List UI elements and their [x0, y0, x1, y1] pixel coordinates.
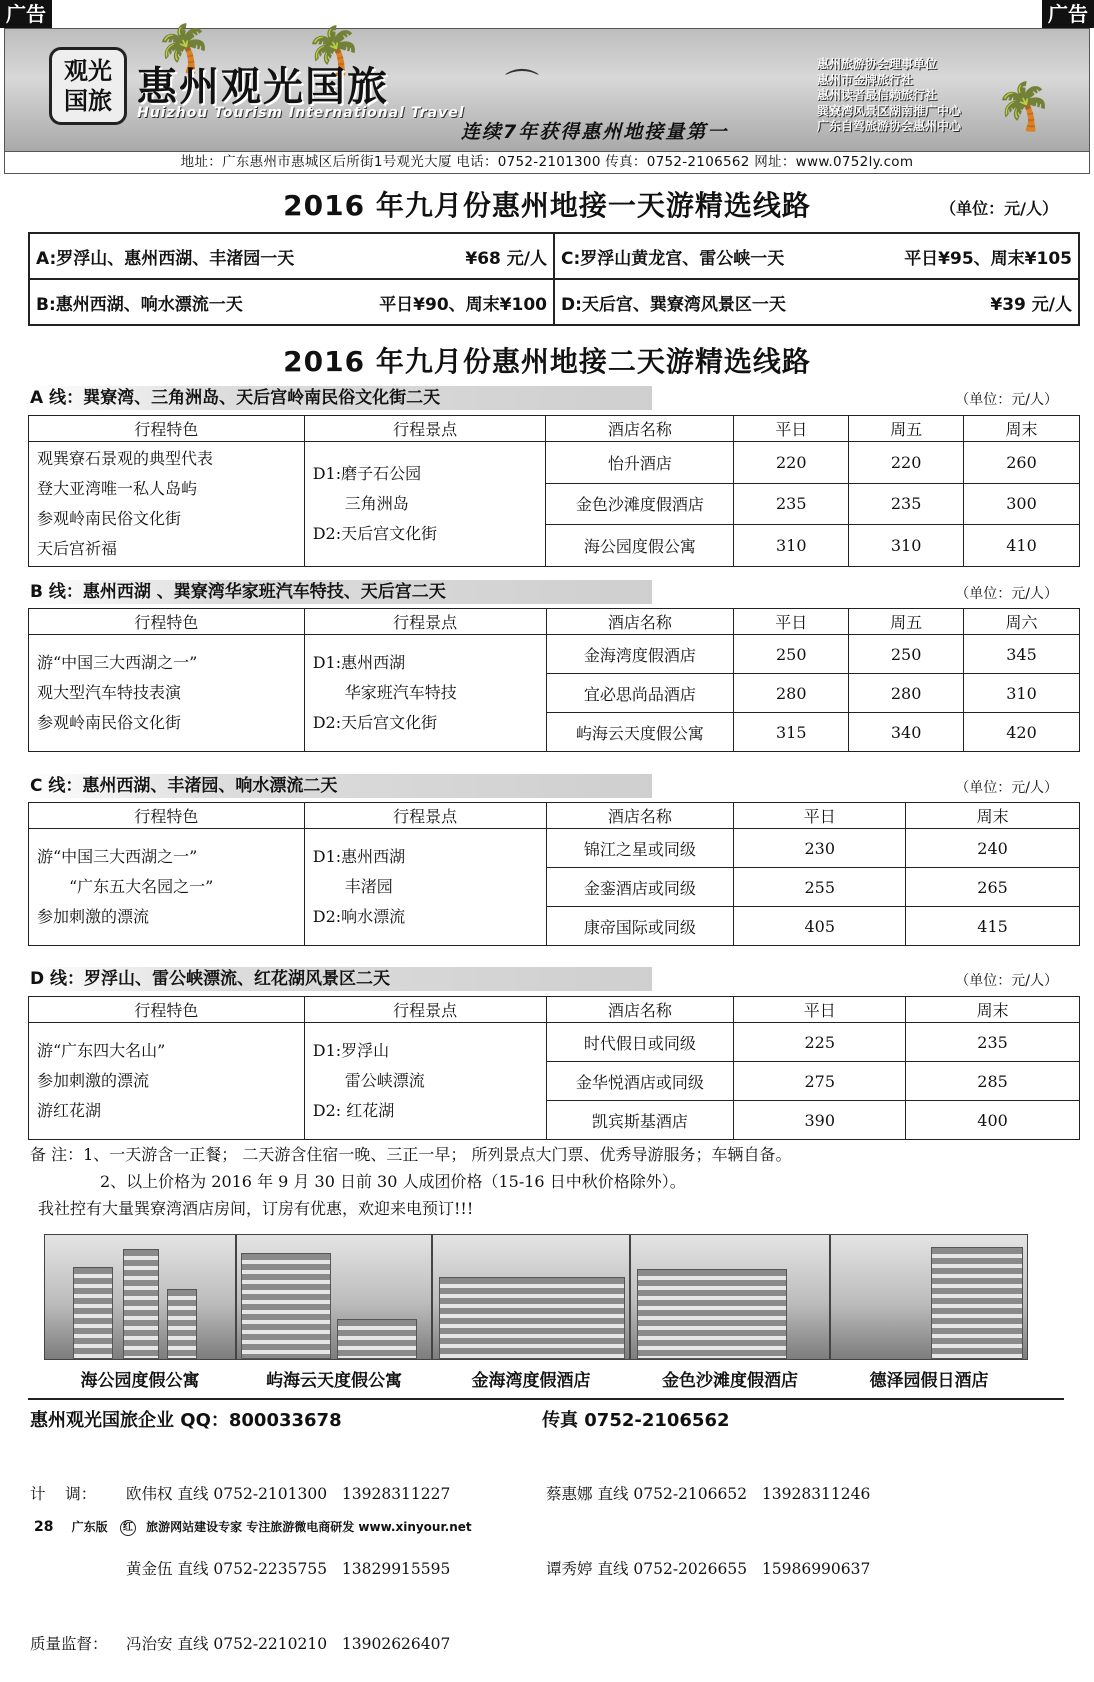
line-b-header: B 线：惠州西湖 、巽寮湾华家班汽车特技、天后宫二天	[28, 580, 652, 604]
route-d: D:天后宫、巽寮湾风景区一天 ¥39 元/人	[554, 279, 1079, 325]
hotel-photo-strip	[44, 1234, 1028, 1394]
ad-label-left: 广告	[0, 0, 52, 28]
page-number: 28	[34, 1519, 54, 1535]
notes	[30, 1141, 791, 1222]
line-b-unit: （单位：元/人）	[955, 586, 1058, 602]
photo-caption: 德泽园假日酒店	[869, 1371, 989, 1391]
line-d-header: D 线：罗浮山、雷公峡漂流、红花湖风景区二天	[28, 967, 652, 991]
contact-list-left	[30, 1432, 450, 1682]
hotel-name: 怡升酒店	[546, 442, 734, 484]
hotel-photo	[630, 1234, 830, 1360]
line-d-features: 游“广东四大名山” 参加刺激的漂流 游红花湖	[29, 1023, 305, 1140]
line-a-spots: D1:磨子石公园 三角洲岛 D2:天后宫文化街	[304, 442, 546, 567]
edition-label: 广东版	[71, 1520, 108, 1534]
photo-caption: 海公园度假公寓	[80, 1371, 200, 1391]
line-c-header: C 线：惠州西湖、丰渚园、响水漂流二天	[28, 774, 652, 798]
hotel-name: 时代假日或同级	[546, 1023, 734, 1062]
palm-tree-icon: 🌴	[305, 23, 363, 77]
hotel-photo	[236, 1234, 432, 1360]
line-a-header: A 线：巽寮湾、三角洲岛、天后宫岭南民俗文化街二天	[28, 386, 652, 410]
footer-text: 旅游网站建设专家 专注旅游微电商研发 www.xinyour.net	[146, 1520, 472, 1534]
brand-name: 惠州观光国旅	[137, 64, 389, 110]
note-2: 2、以上价格为 2016 年 9 月 30 日前 30 人成团价格（15-16 日中秋价格除外）。	[100, 1172, 686, 1191]
one-day-title: 2016 年九月份惠州地接一天游精选线路	[283, 189, 811, 222]
line-b-features: 游“中国三大西湖之一” 观大型汽车特技表演 参观岭南民俗文化街	[29, 635, 305, 752]
ad-label-right: 广告	[1042, 0, 1094, 28]
hotel-name: 宜必思尚品酒店	[546, 674, 734, 713]
hotel-name: 金色沙滩度假酒店	[546, 483, 734, 525]
two-day-title: 2016 年九月份惠州地接二天游精选线路	[283, 345, 811, 378]
palm-tree-icon: 🌴	[155, 21, 213, 75]
route-a: A:罗浮山、惠州西湖、丰渚园一天 ¥68 元/人	[29, 233, 554, 279]
contact-row: 计 调： 欧伟权 直线 0752-2101300 13928311227	[30, 1485, 451, 1503]
line-c-features: 游“中国三大西湖之一” “广东五大名园之一” 参加刺激的漂流	[29, 829, 305, 946]
contact-fax: 传真 0752-2106562	[542, 1410, 730, 1431]
hotel-name: 金海湾度假酒店	[546, 635, 734, 674]
route-c: C:罗浮山黄龙宫、雷公峡一天 平日¥95、周末¥105	[554, 233, 1079, 279]
hotel-name: 康帝国际或同级	[546, 907, 734, 946]
hotel-name: 锦江之星或同级	[546, 829, 734, 868]
header-banner	[4, 21, 1090, 152]
contact-row: 谭秀婷 直线 0752-2026655 15986990637	[546, 1560, 871, 1578]
hotel-photo	[830, 1234, 1028, 1360]
line-d-unit: （单位：元/人）	[955, 973, 1058, 989]
affiliations: 惠州旅游协会理事单位 惠州市金牌旅行社 惠州读者最信赖旅行社 巽寮湾风景区湖南推广中心 广东自驾旅游协会惠州中心	[817, 57, 962, 133]
route-b: B:惠州西湖、响水漂流一天 平日¥90、周末¥100	[29, 279, 554, 325]
hotel-name: 凯宾斯基酒店	[546, 1101, 734, 1140]
one-day-routes-table	[28, 232, 1080, 326]
divider	[28, 1398, 1064, 1400]
hotel-photo	[432, 1234, 630, 1360]
hotel-name: 金銮酒店或同级	[546, 868, 734, 907]
photo-caption: 屿海云天度假公寓	[266, 1371, 402, 1391]
contact-row: 质量监督： 冯治安 直线 0752-2210210 13902626407	[30, 1635, 451, 1653]
hotel-name: 屿海云天度假公寓	[546, 713, 734, 752]
address-line: 地址：广东惠州市惠城区后所街1号观光大厦 电话：0752-2101300 传真：0752-2106562 网址：www.0752ly.com	[4, 152, 1090, 174]
line-c-table: 行程特色 行程景点 酒店名称 平日 周末 游“中国三大西湖之一” “广东五大名园之一” 参加刺激的漂流 D1:惠州西湖 丰渚园 D2:响水漂流 锦江之星或同级 230 240 金銮酒店或同级 255 265 康帝国际或同级 405 415	[28, 802, 1080, 946]
photo-caption: 金色沙滩度假酒店	[662, 1371, 798, 1391]
bird-icon: ⌒	[505, 67, 539, 107]
line-d-table: 行程特色 行程景点 酒店名称 平日 周末 游“广东四大名山” 参加刺激的漂流 游红花湖 D1:罗浮山 雷公峡漂流 D2: 红花湖 时代假日或同级 225 235 金华悦酒店或同级 275 285 凯宾斯基酒店 390 400	[28, 996, 1080, 1140]
line-c-unit: （单位：元/人）	[955, 780, 1058, 796]
photo-caption: 金海湾度假酒店	[471, 1371, 591, 1391]
line-c-spots: D1:惠州西湖 丰渚园 D2:响水漂流	[304, 829, 546, 946]
contact-row: 黄金伍 直线 0752-2235755 13829915595	[126, 1560, 451, 1578]
line-d-spots: D1:罗浮山 雷公峡漂流 D2: 红花湖	[304, 1023, 546, 1140]
brand-name-en: Huizhou Tourism International Travel	[137, 105, 465, 121]
xinyour-logo-icon: 红	[120, 1520, 136, 1536]
hotel-name: 海公园度假公寓	[546, 525, 734, 567]
note-3: 我社控有大量巽寮湾酒店房间，订房有优惠，欢迎来电预订!!!	[38, 1199, 474, 1218]
palm-tree-icon: 🌴	[995, 79, 1053, 133]
line-b-spots: D1:惠州西湖 华家班汽车特技 D2:天后宫文化街	[304, 635, 546, 752]
line-a-table: 行程特色 行程景点 酒店名称 平日 周五 周末 观巽寮石景观的典型代表 登大亚湾唯一私人岛屿 参观岭南民俗文化街 天后宫祈福 D1:磨子石公园 三角洲岛 D2:天后宫文化街 怡升酒店 220 220 260 金色沙滩度假酒店 235 235 300 海公园度假公寓 310 310 410	[28, 415, 1080, 567]
page-footer	[0, 1516, 1094, 1538]
hotel-photo	[44, 1234, 236, 1360]
line-a-unit: （单位：元/人）	[955, 392, 1058, 408]
hotel-name: 金华悦酒店或同级	[546, 1062, 734, 1101]
line-a-features: 观巽寮石景观的典型代表 登大亚湾唯一私人岛屿 参观岭南民俗文化街 天后宫祈福	[29, 442, 305, 567]
note-1: 备 注：1、一天游含一正餐； 二天游含住宿一晚、三正一早； 所列景点大门票、优秀导游服务；车辆自备。	[30, 1145, 792, 1164]
one-day-unit: （单位：元/人）	[940, 199, 1058, 218]
line-b-table: 行程特色 行程景点 酒店名称 平日 周五 周六 游“中国三大西湖之一” 观大型汽车特技表演 参观岭南民俗文化街 D1:惠州西湖 华家班汽车特技 D2:天后宫文化街 金海湾度假酒店 250 250 345 宜必思尚品酒店 280 280 310 屿海云天度假公寓 315 340 420	[28, 608, 1080, 752]
contact-row: 蔡惠娜 直线 0752-2106652 13928311246	[546, 1485, 871, 1503]
contact-qq: 惠州观光国旅企业 QQ：800033678	[30, 1410, 342, 1431]
company-logo: 观 光 国 旅	[49, 47, 127, 125]
slogan: 连续7年获得惠州地接量第一	[461, 121, 729, 143]
